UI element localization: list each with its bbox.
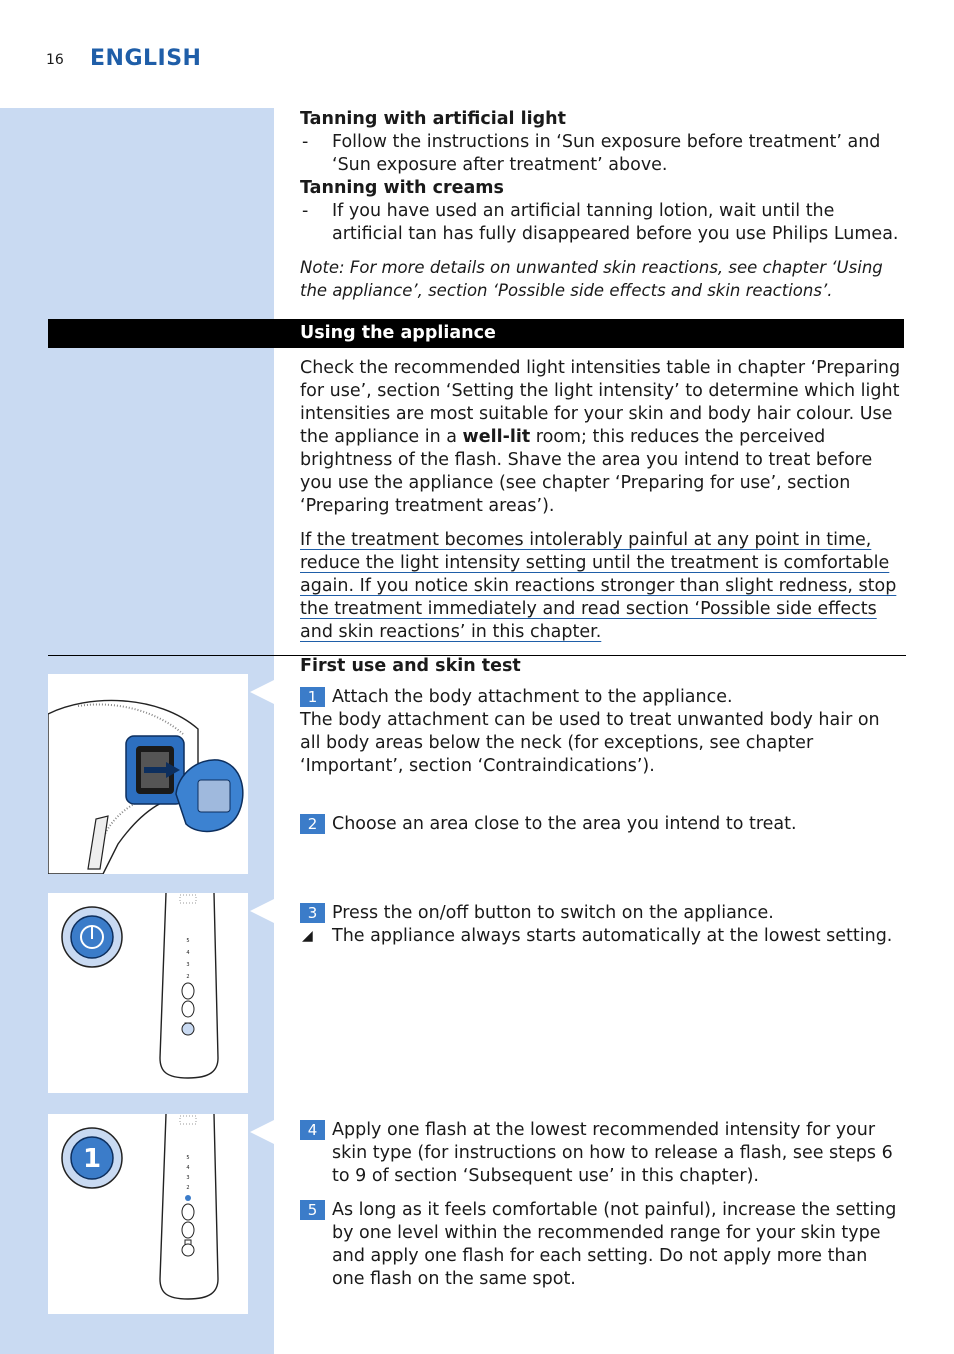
tanning-block [300, 108, 904, 302]
step-5 [300, 1199, 904, 1291]
device-power-illustration [48, 893, 248, 1093]
intro-paragraph [300, 357, 904, 518]
step-1 [300, 686, 904, 709]
steps-4-5 [300, 1119, 904, 1291]
dash-marker: - [302, 201, 309, 221]
step-text: As long as it feels comfortable (not painful), increase the setting by one level within the recommended range for your skin type and apply one flash for each setting. Do not apply more than one flash on the same spot. [332, 1200, 897, 1289]
step-text: Apply one flash at the lowest recommended intensity for your skin type (for instructions on how to release a flash, see steps 6 to 9 of section ‘Subsequent use’ in this chapter). [332, 1120, 893, 1186]
page-number: 16 [46, 52, 64, 68]
step-text: Press the on/off button to switch on the appliance. [332, 903, 774, 923]
steps-3 [300, 902, 904, 948]
warning-text: If the treatment becomes intolerably painful at any point in time, reduce the light intensity setting until the treatment is comfortable again. If you notice skin reactions stronger than slight redness, stop the treatment immediately and read section ‘Possible side effects and skin reactions’ in this chapter. [300, 530, 897, 642]
step-number-badge: 4 [300, 1120, 325, 1140]
level-label: 4 [186, 950, 190, 956]
step-number-badge: 2 [300, 814, 325, 834]
section-bar [48, 319, 904, 348]
level-label: 3 [186, 962, 190, 968]
figure-flash [48, 1114, 248, 1314]
step-number-badge: 3 [300, 903, 325, 923]
level-label: 2 [186, 1185, 190, 1191]
step-2 [300, 813, 904, 836]
pointer-triangle [250, 680, 274, 704]
level-label: 3 [186, 1175, 190, 1181]
intro-block [300, 357, 904, 678]
tanning-artificial-text: Follow the instructions in ‘Sun exposure before treatment’ and ‘Sun exposure after treatment’ above. [332, 132, 881, 175]
note-text: Note: For more details on unwanted skin reactions, see chapter ‘Using the appliance’, section ‘Possible side effects and skin reactions’. [300, 258, 883, 300]
level-label: 5 [186, 1155, 190, 1161]
level-label: 4 [186, 1165, 190, 1171]
device-attachment-illustration [48, 674, 248, 874]
result-arrow-icon: ◢ [302, 928, 313, 944]
step-4 [300, 1119, 904, 1188]
divider-line [48, 655, 906, 656]
figure-power [48, 893, 248, 1093]
step-number-badge: 5 [300, 1200, 325, 1220]
level-label: 5 [186, 938, 190, 944]
section-title: Using the appliance [300, 323, 496, 343]
level-label: 2 [186, 974, 190, 980]
step-3 [300, 902, 904, 925]
tanning-creams-heading: Tanning with creams [300, 178, 504, 198]
intro-text-1: Check the recommended light intensities table in chapter ‘Preparing for use’, section ‘Setting the light intensity’ to determine which light intensities are most suitable for your skin and body hair colour. Use the appliance in a [300, 358, 901, 447]
tanning-artificial-heading: Tanning with artificial light [300, 109, 566, 129]
tanning-creams-text: If you have used an artificial tanning lotion, wait until the artificial tan has fully disappeared before you use Philips Lumea. [332, 201, 899, 244]
step-result-text: The appliance always starts automatically at the lowest setting. [332, 926, 893, 946]
step-text: Attach the body attachment to the appliance. [332, 687, 733, 707]
callout-number: 1 [82, 1144, 102, 1174]
steps-1-2 [300, 686, 904, 836]
pointer-triangle [250, 899, 274, 923]
step-number-badge: 1 [300, 687, 325, 707]
step-text: Choose an area close to the area you intend to treat. [332, 814, 797, 834]
pointer-triangle [250, 1120, 274, 1144]
device-flash-illustration [48, 1114, 248, 1314]
intro-bold: well-lit [462, 427, 531, 447]
tanning-creams-item [300, 200, 904, 246]
subheading: First use and skin test [300, 656, 521, 676]
figure-attach [48, 674, 248, 874]
warning-paragraph [300, 529, 904, 644]
intro-text-2: room; this reduces the perceived brightness of the flash. Shave the area you intend to treat before you use the appliance (see chapter ‘Preparing for use’, section ‘Preparing treatment areas’). [300, 427, 873, 516]
dash-marker: - [302, 132, 309, 152]
tanning-artificial-item [300, 131, 904, 177]
language-heading: ENGLISH [90, 46, 202, 71]
step-3-result [300, 925, 904, 948]
step-1-detail: The body attachment can be used to treat unwanted body hair on all body areas below the neck (for exceptions, see chapter ‘Important’, section ‘Contraindications’). [300, 710, 880, 776]
